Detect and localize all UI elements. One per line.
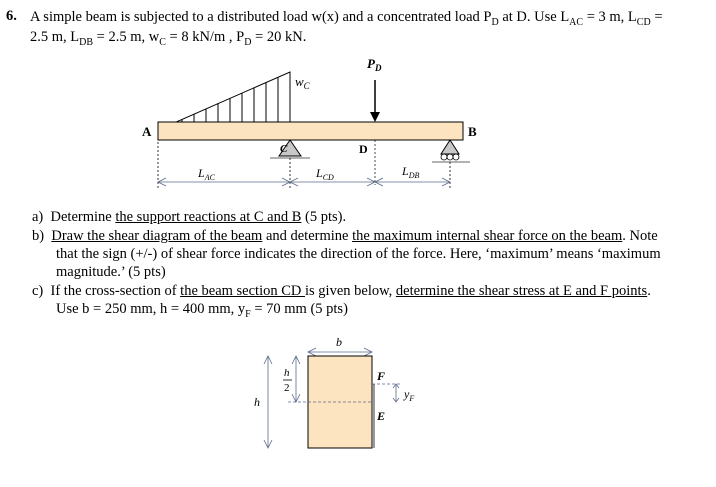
point-a-label: A bbox=[142, 124, 152, 139]
beam bbox=[158, 122, 463, 140]
point-c-label: C bbox=[280, 143, 288, 155]
label-f: F bbox=[377, 369, 386, 383]
question-b-line1: b) Draw the shear diagram of the beam and determine the maximum internal shear force on the beam. Note bbox=[32, 228, 658, 244]
question-c-line1: c) If the cross-section of the beam section CD is given below, determine the shear stress at E and F points. bbox=[32, 283, 651, 299]
dim-lcd-label: $L_{CD}$ bbox=[316, 166, 334, 182]
dim-ldb-label: $L_{DB}$ bbox=[402, 164, 420, 180]
label-b: b bbox=[336, 335, 342, 349]
dim-lac-label: $L_{AC}$ bbox=[198, 166, 215, 182]
pin-support-c bbox=[270, 140, 310, 158]
problem-number: 6. bbox=[6, 8, 17, 24]
problem-statement-line1: A simple beam is subjected to a distributed load w(x) and a concentrated load $P_D$ at D. Use $L_{AC} = 3$ m, $L_{CD}$ = bbox=[30, 9, 663, 28]
cross-section-figure bbox=[240, 330, 440, 480]
point-d-label: D bbox=[359, 142, 368, 156]
point-b-label: B bbox=[468, 124, 477, 139]
label-yf: $y_F$ bbox=[404, 387, 415, 403]
question-c-line2: Use b = 250 mm, h = 400 mm, $y_F = 70$ mm (5 pts) bbox=[56, 301, 348, 320]
problem-statement-line2: 2.5 m, $L_{DB} = 2.5$ m, $w_C = 8$ kN/m , $P_D = 20$ kN. bbox=[30, 29, 307, 48]
roller-support-b bbox=[432, 140, 470, 162]
question-a: a) Determine the support reactions at C and B (5 pts). bbox=[32, 209, 347, 225]
label-h-half-num: h bbox=[284, 367, 290, 379]
beam-figure bbox=[130, 50, 500, 200]
question-b-line3: magnitude.’ (5 pts) bbox=[56, 264, 166, 280]
concentrated-load-arrow bbox=[370, 80, 380, 122]
question-b-line2: that the sign (+/-) of shear force indicates the direction of the force. Here, ‘maximum’ means ‘maximum bbox=[56, 246, 661, 262]
label-wc: $w_C$ bbox=[295, 74, 310, 91]
label-pd: $P_D$ bbox=[367, 56, 382, 73]
label-h: h bbox=[254, 395, 260, 409]
label-e: E bbox=[377, 409, 386, 423]
label-h-half-den: 2 bbox=[284, 382, 290, 394]
